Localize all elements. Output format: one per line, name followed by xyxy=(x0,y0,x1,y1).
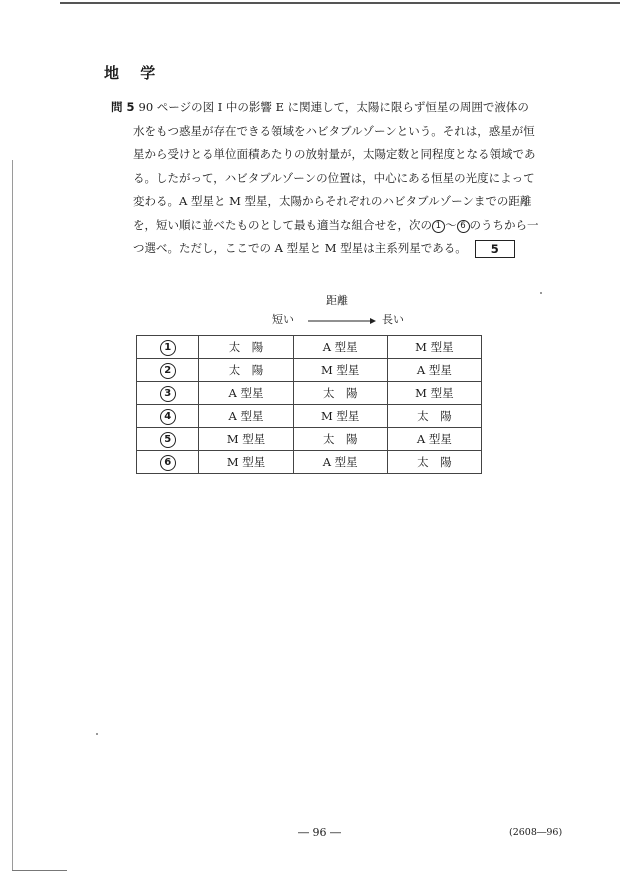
scan-speck xyxy=(96,733,98,735)
table-cell: 太 陽 xyxy=(199,336,293,359)
question-line: つ選べ。ただし，ここでの A 型星と M 型星は主系列星である。 5 xyxy=(111,237,557,261)
question-line: を，短い順に並べたものとして最も適当な組合せを，次の 1 ～ 6 のうちから一 xyxy=(133,217,539,232)
table-cell: A 型星 xyxy=(199,382,293,405)
question-line: 変わる。A 型星と M 型星，太陽からそれぞれのハビタブルゾーンまでの距離 xyxy=(133,194,532,208)
table-row xyxy=(137,336,482,359)
table-row xyxy=(137,359,482,382)
arrow-right-icon xyxy=(308,317,376,325)
question-line: 水をもつ惑星が存在できる領域をハビタブルゾーンという。それは，惑星が恒 xyxy=(133,123,535,138)
distance-short-label: 短い xyxy=(272,313,294,326)
question-line: 問 5 90 ページの図 I 中の影響 E に関連して，太陽に限らず恒星の周囲で液体の xyxy=(111,100,529,114)
question-number: 問 5 xyxy=(111,100,135,114)
option-number: 6 xyxy=(160,455,176,471)
question-block xyxy=(111,96,557,261)
option-number: 1 xyxy=(160,340,176,356)
choice-end-marker: 6 xyxy=(457,220,470,233)
page-number: ― 96 ― xyxy=(298,826,341,839)
top-border-line xyxy=(60,2,620,4)
bottom-scan-edge xyxy=(12,870,67,871)
table-row xyxy=(137,451,482,474)
table-cell: 太 陽 xyxy=(293,428,387,451)
option-number: 5 xyxy=(160,432,176,448)
table-cell: 太 陽 xyxy=(387,451,481,474)
options-table xyxy=(136,335,482,474)
table-cell: M 型星 xyxy=(293,359,387,382)
distance-long-label: 長い xyxy=(382,313,404,326)
table-cell: A 型星 xyxy=(293,336,387,359)
table-row xyxy=(137,382,482,405)
table-cell: M 型星 xyxy=(199,451,293,474)
answer-box: 5 xyxy=(475,240,515,258)
option-number: 3 xyxy=(160,386,176,402)
question-line: る。したがって，ハビタブルゾーンの位置は，中心にある恒星の光度によって xyxy=(133,170,535,185)
choice-start-marker: 1 xyxy=(432,220,445,233)
option-number: 4 xyxy=(160,409,176,425)
table-cell: M 型星 xyxy=(293,405,387,428)
table-cell: M 型星 xyxy=(199,428,293,451)
table-cell: 太 陽 xyxy=(387,405,481,428)
table-cell: A 型星 xyxy=(387,428,481,451)
option-number: 2 xyxy=(160,363,176,379)
table-cell: 太 陽 xyxy=(293,382,387,405)
table-row xyxy=(137,428,482,451)
page-code: (2608―96) xyxy=(509,827,563,838)
table-cell: M 型星 xyxy=(387,382,481,405)
table-cell: A 型星 xyxy=(199,405,293,428)
question-line: 星から受けとる単位面積あたりの放射量が，太陽定数と同程度となる領域であ xyxy=(133,147,536,161)
section-title: 地 学 xyxy=(104,64,164,82)
scan-speck xyxy=(540,292,542,294)
table-cell: A 型星 xyxy=(293,451,387,474)
table-cell: M 型星 xyxy=(387,336,481,359)
table-cell: A 型星 xyxy=(387,359,481,382)
distance-label: 距離 xyxy=(326,294,348,307)
table-row xyxy=(137,405,482,428)
table-cell: 太 陽 xyxy=(199,359,293,382)
left-scan-edge xyxy=(12,160,13,870)
